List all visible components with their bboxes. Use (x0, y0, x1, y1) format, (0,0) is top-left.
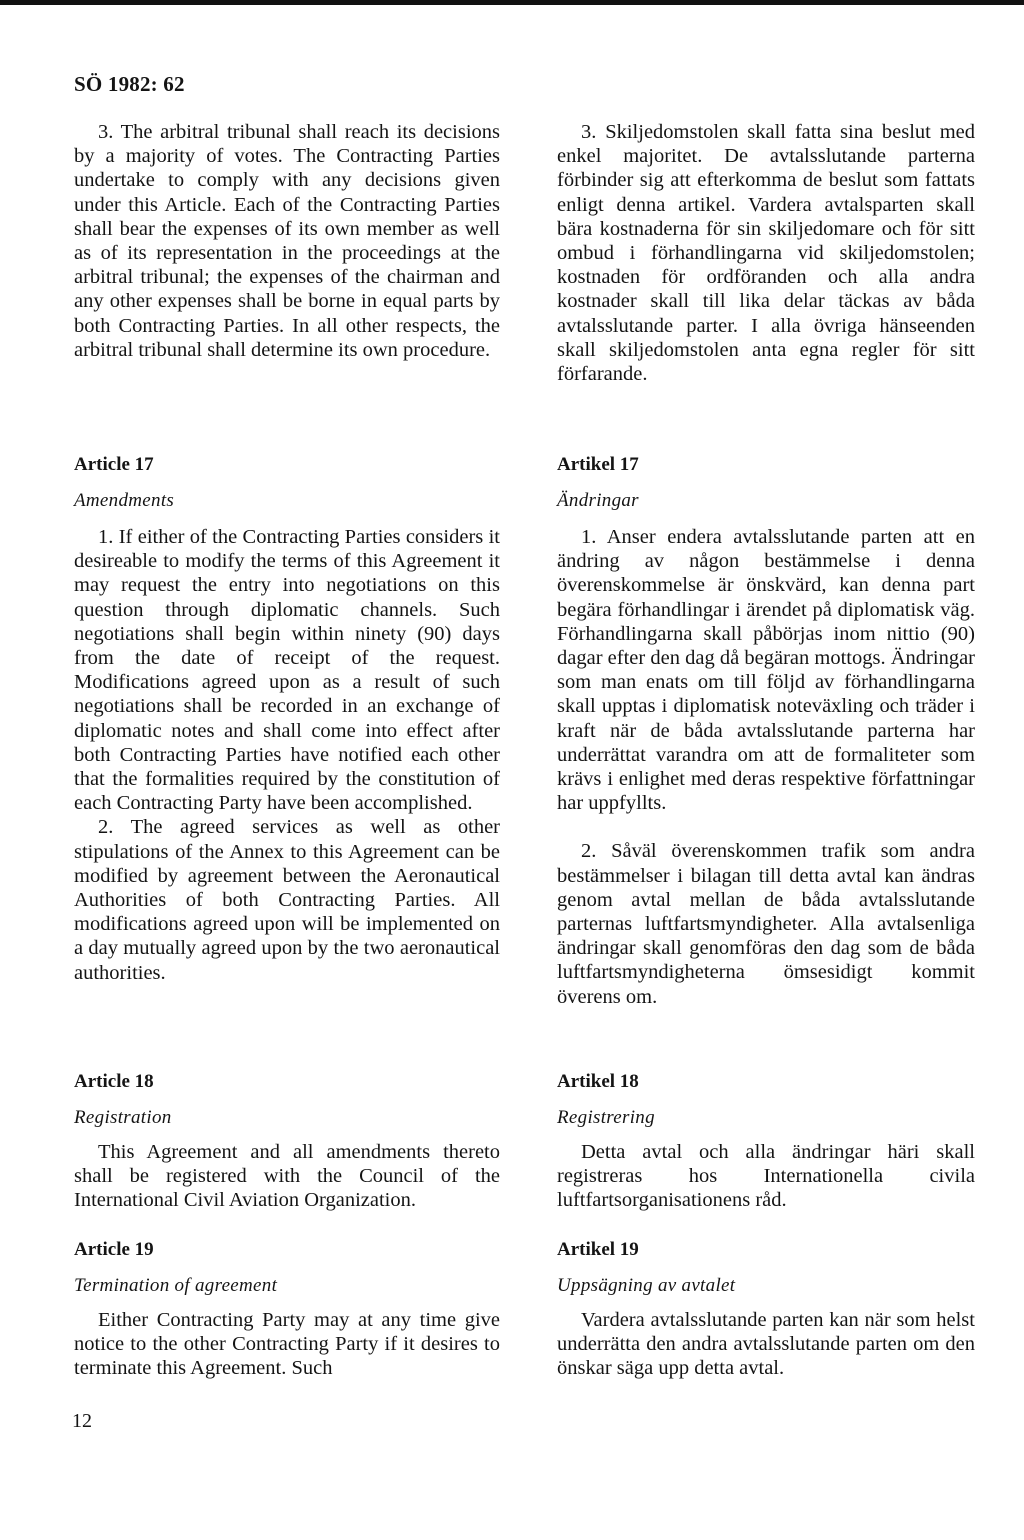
article-18-paragraph-en: This Agreement and all amendments thereto shall be registered with the Council of the International Civil Aviation Organization. (74, 1141, 500, 1212)
top-border (0, 0, 1024, 5)
article-17-paragraph-2-sv: 2. Såväl överenskommen trafik som andra bestämmelser i bilagan till detta avtal kan ändras genom avtal mellan de båda avtalsslutande parternas luftfartsmyndigheter. Alla avtalsenliga ändringar skall genomföras den dag som de båda luftfartsmyndigheterna ömsesidigt kommit överens om. (557, 840, 975, 1008)
article-19-paragraph-sv: Vardera avtalsslutande parten kan när som helst underrätta den andra avtalsslutande parten om den önskar säga upp detta avtal. (557, 1309, 975, 1380)
article-18-section-en (74, 1070, 500, 1213)
article-19-heading-en: Article 19 (74, 1239, 154, 1260)
article-18-section-sv (557, 1070, 975, 1213)
article-18-paragraph-sv: Detta avtal och alla ändringar häri skall registreras hos Internationella civila luftfartsorganisationens råd. (557, 1141, 975, 1212)
article-16-section-en (74, 120, 500, 362)
article-17-heading-sv: Artikel 17 (557, 454, 639, 475)
page-number: 12 (72, 1410, 92, 1432)
article-16-section-sv (557, 120, 975, 386)
article-17-section-sv (557, 453, 975, 1009)
article-19-paragraph-en: Either Contracting Party may at any time give notice to the other Contracting Party if it desires to terminate this Agreement. Such (74, 1309, 500, 1380)
article-18-heading-sv: Artikel 18 (557, 1071, 639, 1092)
article-16-paragraph-3-sv: 3. Skiljedomstolen skall fatta sina beslut med enkel majoritet. De avtalsslutande parterna förbinder sig att efterkomma de beslut som fattats enligt denna artikel. Vardera avtalsparten skall bära kostnaderna för sin skiljedomare och för sitt ombud i förhandlingarna vid skiljedomstolen; kostnaden för ordföranden och alla andra kostnader skall till lika delar täckas av båda avtalsslutande parter. I alla övriga hänseenden skall skiljedomstolen anta egna regler för sitt förfarande. (557, 121, 975, 386)
article-19-subheading-en: Termination of agreement (74, 1275, 278, 1296)
article-16-paragraph-3-en: 3. The arbitral tribunal shall reach its decisions by a majority of votes. The Contracting Parties undertake to comply with any decisions given under this Article. Each of the Contracting Parties shall bear the expenses of its own member as well as of its representation in the proceedings at the arbitral tribunal; the expenses of the chairman and any other expenses shall be borne in equal parts by both Contracting Parties. In all other respects, the arbitral tribunal shall determine its own procedure. (74, 121, 500, 361)
article-17-subheading-en: Amendments (74, 490, 175, 511)
article-19-section-en (74, 1238, 500, 1381)
article-18-heading-en: Article 18 (74, 1071, 154, 1092)
article-19-subheading-sv: Uppsägning av avtalet (557, 1275, 736, 1296)
article-17-paragraph-1-sv: 1. Anser endera avtalsslutande parten att en ändring av någon bestämmelse i denna överenskommelse är önskvärd, kan denna part begära förhandlingar i ärendet på diplomatisk väg. Förhandlingarna skall påbörjas inom nittio (90) dagar efter den dag då begäran mottogs. Ändringar som man enats om till följd av förhandlingarna skall upptas i diplomatisk noteväxling och träder i kraft när de båda avtalsslutande parterna har underrättat varandra om att de formaliteter som krävs i enlighet med deras respektive författningar har uppfyllts. (557, 526, 975, 815)
article-17-section-en (74, 453, 500, 985)
article-19-section-sv (557, 1238, 975, 1381)
article-18-subheading-en: Registration (74, 1107, 172, 1128)
article-17-paragraph-1-en: 1. If either of the Contracting Parties considers it desireable to modify the terms of this Agreement it may request the entry into negotiations on this question through diplomatic channels. Such negotiations shall begin within ninety (90) days from the date of receipt of the request. Modifications agreed upon as a result of such negotiations shall be recorded in an exchange of diplomatic notes and shall come into effect after both Contracting Parties have notified each other that the formalities required by the constitution of each Contracting Party have been accomplished. (74, 526, 500, 815)
article-19-heading-sv: Artikel 19 (557, 1239, 639, 1260)
article-17-subheading-sv: Ändringar (557, 490, 639, 511)
document-reference: SÖ 1982: 62 (74, 72, 185, 96)
article-17-paragraph-2-en: 2. The agreed services as well as other stipulations of the Annex to this Agreement can be modified by agreement between the Aeronautical Authorities of both Contracting Parties. All modifications agreed upon will be implemented on a day mutually agreed upon by the two aeronautical authorities. (74, 816, 500, 984)
article-18-subheading-sv: Registrering (557, 1107, 655, 1128)
article-17-heading-en: Article 17 (74, 454, 154, 475)
